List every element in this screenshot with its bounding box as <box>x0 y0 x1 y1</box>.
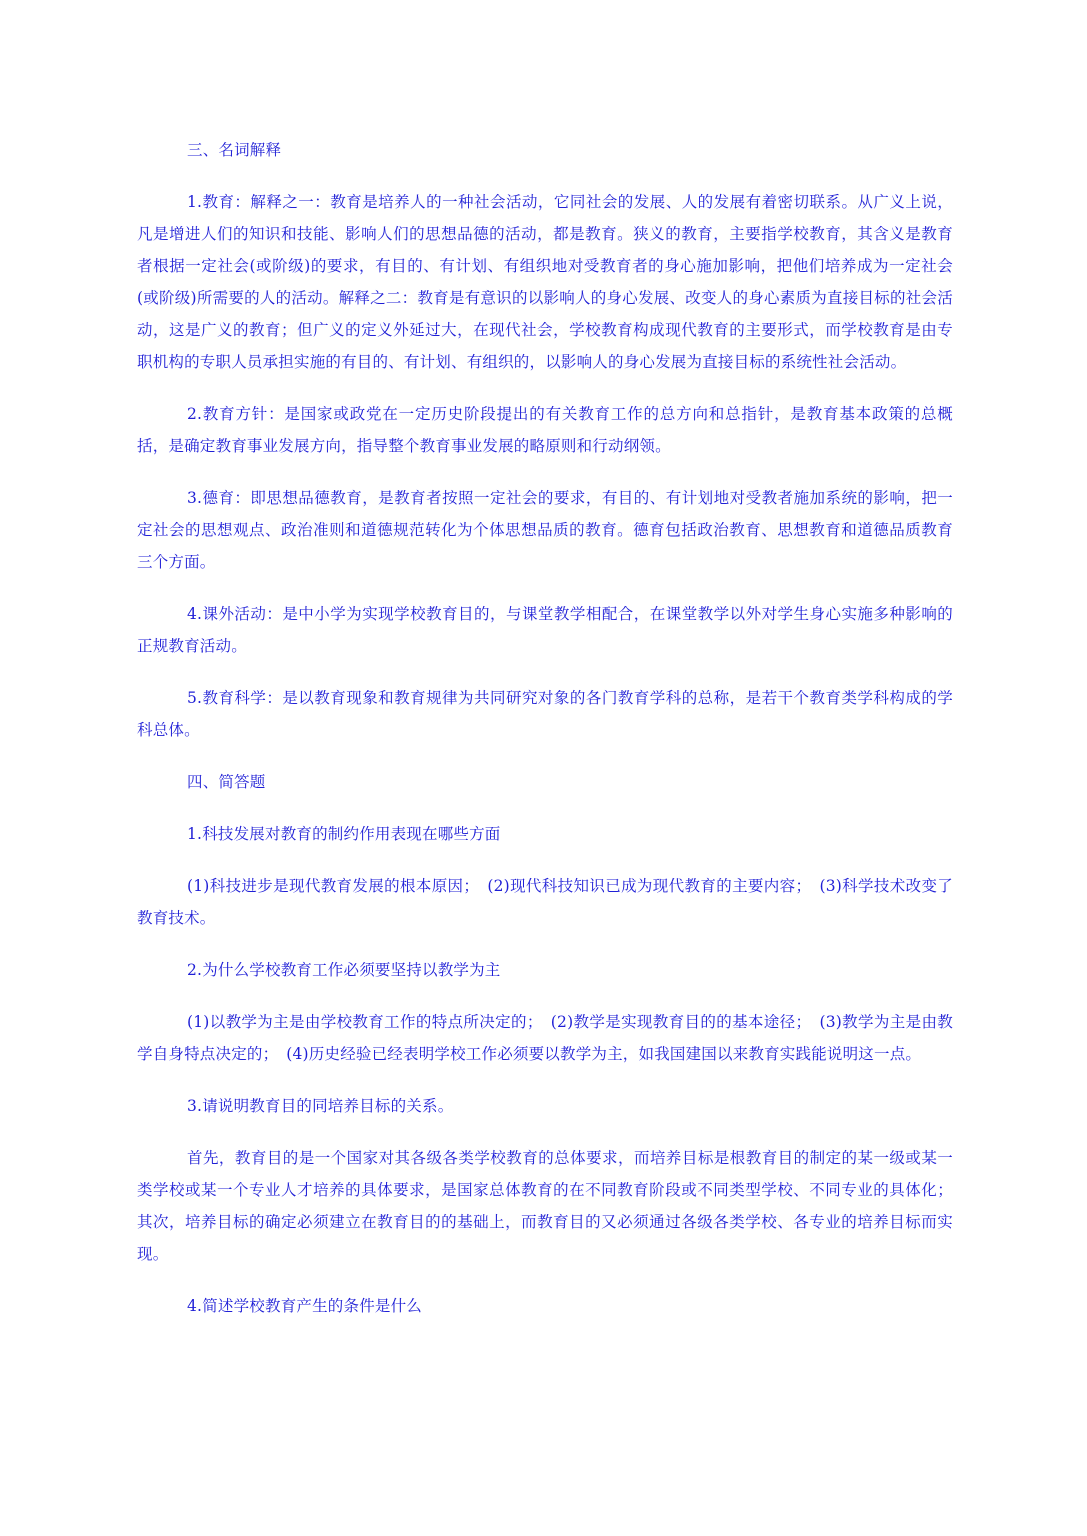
question-4: 4.简述学校教育产生的条件是什么 <box>187 1297 422 1315</box>
answer-3: 首先，教育目的是一个国家对其各级各类学校教育的总体要求，而培养目标是根教育目的制定的某一级或某一类学校或某一个专业人才培养的具体要求，是国家总体教育的在不同教育阶段或不同类型学校、不同专业的具体化；其次，培养目标的确定必须建立在教育目的的基础上，而教育目的又必须通过各级各类学校、各专业的培养目标而实现。 <box>137 1149 953 1263</box>
answer-1: (1)科技进步是现代教育发展的根本原因； (2)现代科技知识已成为现代教育的主要内容； (3)科学技术改变了教育技术。 <box>137 877 953 927</box>
section-heading-short-answers: 四、简答题 <box>187 773 266 791</box>
definition-moral-education: 3.德育：即思想品德教育，是教育者按照一定社会的要求，有目的、有计划地对受教者施加系统的影响，把一定社会的思想观点、政治准则和道德规范转化为个体思想品质的教育。德育包括政治教育、思想教育和道德品质教育三个方面。 <box>137 489 953 571</box>
definition-education-science: 5.教育科学：是以教育现象和教育规律为共同研究对象的各门教育学科的总称，是若干个教育类学科构成的学科总体。 <box>137 689 953 739</box>
answer-2: (1)以教学为主是由学校教育工作的特点所决定的； (2)教学是实现教育目的的基本途径； (3)教学为主是由教学自身特点决定的； (4)历史经验已经表明学校工作必须要以教学为主，如我国建国以来教育实践能说明这一点。 <box>137 1013 953 1063</box>
definition-extracurricular: 4.课外活动：是中小学为实现学校教育目的，与课堂教学相配合，在课堂教学以外对学生身心实施多种影响的正规教育活动。 <box>137 605 953 655</box>
document-page <box>137 134 953 1342</box>
definition-education-policy: 2.教育方针：是国家或政党在一定历史阶段提出的有关教育工作的总方向和总指针，是教育基本政策的总概括，是确定教育事业发展方向，指导整个教育事业发展的略原则和行动纲领。 <box>137 405 953 455</box>
section-heading-definitions: 三、名词解释 <box>187 141 282 159</box>
definition-education: 1.教育：解释之一：教育是培养人的一种社会活动，它同社会的发展、人的发展有着密切联系。从广义上说，凡是增进人们的知识和技能、影响人们的思想品德的活动，都是教育。狭义的教育，主要指学校教育，其含义是教育者根据一定社会(或阶级)的要求，有目的、有计划、有组织地对受教育者的身心施加影响，把他们培养成为一定社会(或阶级)所需要的人的活动。解释之二：教育是有意识的以影响人的身心发展、改变人的身心素质为直接目标的社会活动，这是广义的教育；但广义的定义外延过大，在现代社会，学校教育构成现代教育的主要形式，而学校教育是由专职机构的专职人员承担实施的有目的、有计划、有组织的，以影响人的身心发展为直接目标的系统性社会活动。 <box>137 193 953 371</box>
question-2: 2.为什么学校教育工作必须要坚持以教学为主 <box>187 961 501 979</box>
question-3: 3.请说明教育目的同培养目标的关系。 <box>187 1097 454 1115</box>
question-1: 1.科技发展对教育的制约作用表现在哪些方面 <box>187 825 501 843</box>
